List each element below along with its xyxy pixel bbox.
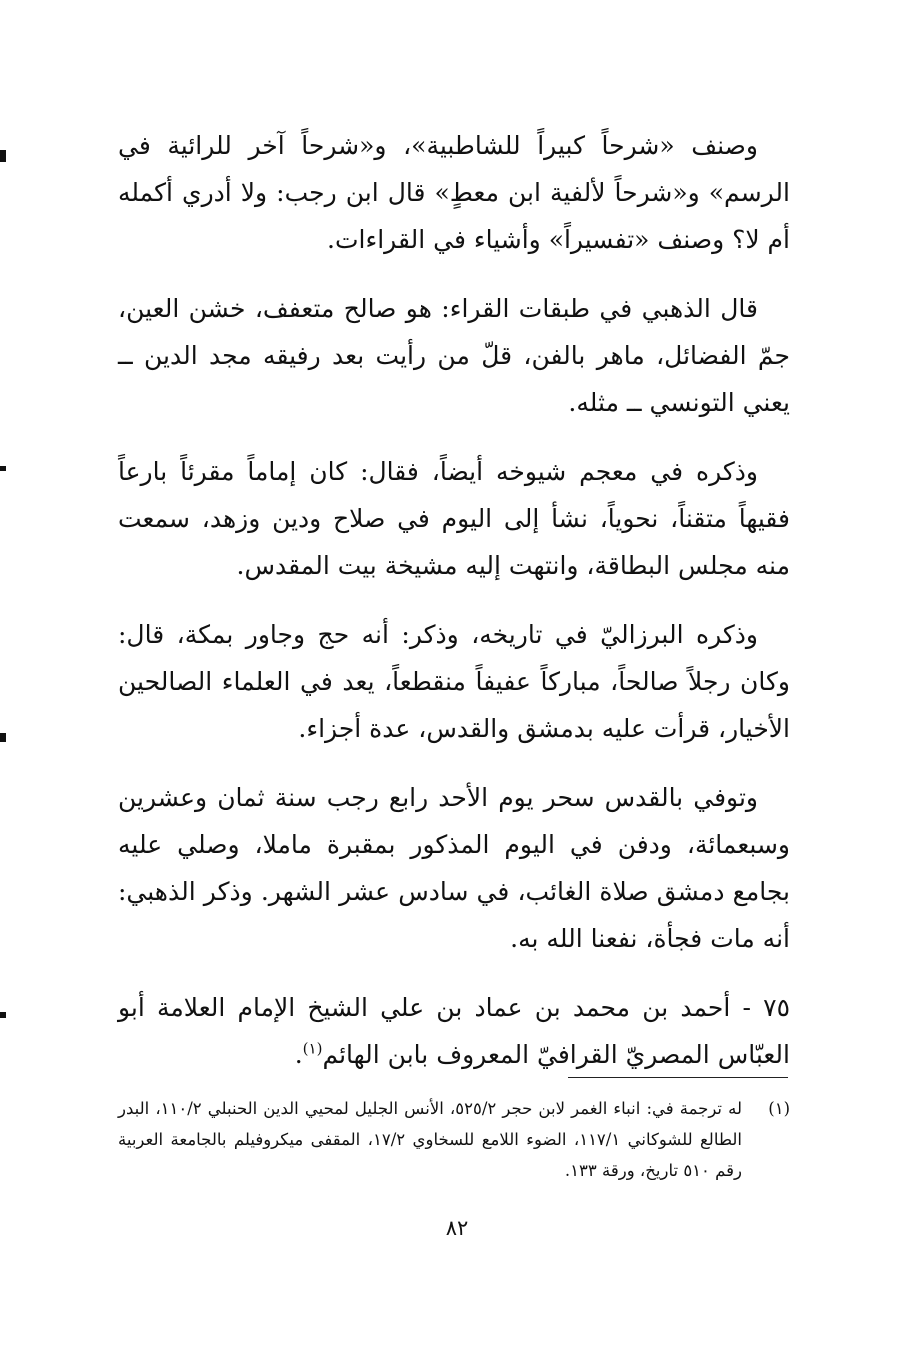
scan-edge-mark <box>0 733 6 742</box>
paragraph-dhahabi-tabaqat: قال الذهبي في طبقات القراء: هو صالح متعفف، خشن العين، جمّ الفضائل، ماهر بالفن، قلّ من رأيت بعد رفيقه مجد الدين ــ يعني التونسي ــ مثله. <box>118 294 790 417</box>
biography-entry-75 <box>118 984 790 1078</box>
paragraph-works: وصنف «شرحاً كبيراً للشاطبية»، و«شرحاً آخر للرائية في الرسم» و«شرحاً لألفية ابن معطٍ» قال ابن رجب: ولا أدري أكمله أم لا؟ وصنف «تفسيراً» وأشياء في القراءات. <box>118 131 790 254</box>
scan-edge-mark <box>0 466 6 471</box>
scan-edge-mark <box>0 150 6 162</box>
paragraph-birzali: وذكره البرزاليّ في تاريخه، وذكر: أنه حج وجاور بمكة، قال: وكان رجلاً صالحاً، مباركاً عفيفاً منقطعاً، يعد في العلماء الصالحين الأخيار، قرأت عليه بدمشق والقدس، عدة أجزاء. <box>118 620 790 743</box>
footnote-reference: (١) <box>302 1039 323 1058</box>
footnote-text: له ترجمة في: انباء الغمر لابن حجر ٥٢٥/٢، الأنس الجليل لمحيي الدين الحنبلي ١١٠/٢، البدر الطالع للشوكاني ١١٧/١، الضوء اللامع للسخاوي ١٧/٢، المقفى ميكروفيلم بالجامعة العربية رقم ٥١٠ تاريخ، ورقة ١٣٣. <box>118 1099 743 1180</box>
paragraph-death: وتوفي بالقدس سحر يوم الأحد رابع رجب سنة ثمان وعشرين وسبعمائة، ودفن في اليوم المذكور بمقبرة ماملا، وصلي عليه بجامع دمشق صلاة الغائب، في سادس عشر الشهر. وذكر الذهبي: أنه مات فجأة، نفعنا الله به. <box>118 783 790 953</box>
entry-heading-text: ٧٥ - أحمد بن محمد بن عماد بن علي الشيخ الإمام العلامة أبو العبّاس المصريّ القرافيّ المعروف بابن الهائم <box>118 993 790 1069</box>
footnote-marker: (١) <box>768 1099 790 1118</box>
main-text <box>118 122 790 1100</box>
entry-heading-end: . <box>294 1040 303 1069</box>
scan-edge-mark <box>0 1012 6 1018</box>
paragraph-dhahabi-mujam: وذكره في معجم شيوخه أيضاً، فقال: كان إماماً مقرئاً بارعاً فقيهاً متقناً، نحوياً، نشأ إلى اليوم في صلاح ودين وزهد، سمعت منه مجلس البطاقة، وانتهت إليه مشيخة بيت المقدس. <box>118 457 790 580</box>
footnote-divider <box>568 1077 788 1078</box>
page-number: ٨٢ <box>445 1216 469 1240</box>
footnote <box>118 1093 790 1186</box>
